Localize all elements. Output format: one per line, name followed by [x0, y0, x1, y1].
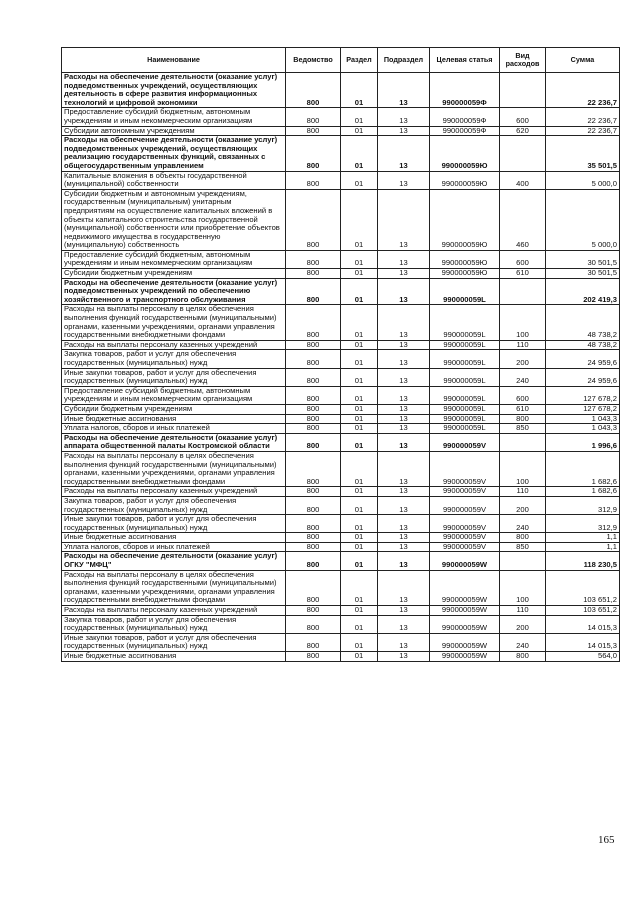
table-row — [62, 496, 620, 514]
cell-kind — [500, 73, 546, 108]
cell-dept: 800 — [286, 496, 341, 514]
table-row — [62, 615, 620, 633]
cell-dept: 800 — [286, 368, 341, 386]
cell-name: Предоставление субсидий бюджетным, автономным учреждениям и иным некоммерческим организациям — [62, 250, 286, 268]
cell-section: 01 — [341, 633, 378, 651]
cell-section: 01 — [341, 305, 378, 340]
cell-sum: 5 000,0 — [546, 189, 620, 250]
cell-target: 990000059L — [430, 424, 500, 434]
cell-dept: 800 — [286, 73, 341, 108]
cell-name: Расходы на обеспечение деятельности (оказание услуг) подведомственных учреждений по обеспечению хозяйственного и транспортного обслуживания — [62, 278, 286, 305]
cell-kind: 800 — [500, 652, 546, 662]
header-subsection: Подраздел — [378, 48, 430, 73]
cell-subsection: 13 — [378, 126, 430, 136]
cell-dept: 800 — [286, 533, 341, 543]
cell-dept: 800 — [286, 189, 341, 250]
cell-subsection: 13 — [378, 269, 430, 279]
cell-dept: 800 — [286, 278, 341, 305]
cell-sum: 127 678,2 — [546, 386, 620, 404]
cell-kind: 610 — [500, 269, 546, 279]
cell-subsection: 13 — [378, 136, 430, 171]
table-row — [62, 542, 620, 552]
cell-sum: 1 682,6 — [546, 487, 620, 497]
cell-name: Иные закупки товаров, работ и услуг для обеспечения государственных (муниципальных) нужд — [62, 368, 286, 386]
cell-dept: 800 — [286, 433, 341, 451]
cell-sum: 22 236,7 — [546, 73, 620, 108]
cell-subsection: 13 — [378, 108, 430, 126]
cell-kind: 240 — [500, 515, 546, 533]
cell-sum: 564,0 — [546, 652, 620, 662]
cell-sum: 1 043,3 — [546, 414, 620, 424]
cell-subsection: 13 — [378, 424, 430, 434]
cell-name: Расходы на выплаты персоналу в целях обеспечения выполнения функций государственными (муниципальными) органами, казенными учреждениями, органами управления государственными внебюджетными фондами — [62, 305, 286, 340]
cell-sum: 24 959,6 — [546, 368, 620, 386]
table-row — [62, 305, 620, 340]
cell-target: 990000059V — [430, 487, 500, 497]
cell-name: Капитальные вложения в объекты государственной (муниципальной) собственности — [62, 171, 286, 189]
cell-target: 990000059L — [430, 404, 500, 414]
cell-target: 990000059V — [430, 515, 500, 533]
cell-section: 01 — [341, 433, 378, 451]
table-row — [62, 515, 620, 533]
cell-dept: 800 — [286, 552, 341, 570]
cell-name: Уплата налогов, сборов и иных платежей — [62, 424, 286, 434]
table-row — [62, 487, 620, 497]
table-row — [62, 404, 620, 414]
cell-section: 01 — [341, 340, 378, 350]
table-row — [62, 73, 620, 108]
cell-kind: 800 — [500, 414, 546, 424]
table-row — [62, 171, 620, 189]
cell-dept: 800 — [286, 615, 341, 633]
cell-section: 01 — [341, 404, 378, 414]
document-page — [61, 47, 619, 662]
cell-dept: 800 — [286, 515, 341, 533]
cell-target: 990000059V — [430, 496, 500, 514]
cell-name: Субсидии бюджетным и автономным учреждениям, государственным (муниципальным) унитарным предприятиям на осуществление капитальных вложений в объекты капитального строительства государственной (муниципальной) собственности или приобретение объектов недвижимого имущества в государственную (муниципальную) собственность — [62, 189, 286, 250]
cell-section: 01 — [341, 73, 378, 108]
cell-kind: 100 — [500, 305, 546, 340]
header-kind: Вид расходов — [500, 48, 546, 73]
cell-sum: 30 501,5 — [546, 269, 620, 279]
cell-kind — [500, 552, 546, 570]
cell-dept: 800 — [286, 250, 341, 268]
cell-subsection: 13 — [378, 278, 430, 305]
cell-subsection: 13 — [378, 570, 430, 605]
header-section: Раздел — [341, 48, 378, 73]
cell-subsection: 13 — [378, 515, 430, 533]
cell-target: 990000059L — [430, 340, 500, 350]
cell-name: Расходы на выплаты персоналу казенных учреждений — [62, 487, 286, 497]
cell-subsection: 13 — [378, 542, 430, 552]
cell-target: 990000059Ю — [430, 171, 500, 189]
cell-subsection: 13 — [378, 487, 430, 497]
cell-name: Закупка товаров, работ и услуг для обеспечения государственных (муниципальных) нужд — [62, 350, 286, 368]
table-body — [62, 73, 620, 662]
cell-sum: 1 682,6 — [546, 451, 620, 486]
table-row — [62, 136, 620, 171]
cell-subsection: 13 — [378, 404, 430, 414]
cell-target: 990000059W — [430, 633, 500, 651]
cell-subsection: 13 — [378, 350, 430, 368]
table-row — [62, 433, 620, 451]
cell-name: Иные бюджетные ассигнования — [62, 652, 286, 662]
table-row — [62, 126, 620, 136]
cell-kind: 800 — [500, 533, 546, 543]
cell-section: 01 — [341, 368, 378, 386]
cell-subsection: 13 — [378, 305, 430, 340]
cell-name: Иные бюджетные ассигнования — [62, 533, 286, 543]
cell-name: Уплата налогов, сборов и иных платежей — [62, 542, 286, 552]
cell-subsection: 13 — [378, 533, 430, 543]
table-row — [62, 189, 620, 250]
table-row — [62, 451, 620, 486]
cell-section: 01 — [341, 615, 378, 633]
cell-sum: 202 419,3 — [546, 278, 620, 305]
cell-dept: 800 — [286, 305, 341, 340]
cell-kind: 110 — [500, 340, 546, 350]
table-row — [62, 652, 620, 662]
cell-subsection: 13 — [378, 368, 430, 386]
cell-sum: 1,1 — [546, 533, 620, 543]
cell-section: 01 — [341, 189, 378, 250]
cell-section: 01 — [341, 269, 378, 279]
table-row — [62, 424, 620, 434]
cell-name: Иные закупки товаров, работ и услуг для обеспечения государственных (муниципальных) нужд — [62, 515, 286, 533]
cell-sum: 48 738,2 — [546, 305, 620, 340]
cell-sum: 22 236,7 — [546, 108, 620, 126]
cell-name: Закупка товаров, работ и услуг для обеспечения государственных (муниципальных) нужд — [62, 615, 286, 633]
cell-name: Субсидии бюджетным учреждениям — [62, 269, 286, 279]
cell-kind: 460 — [500, 189, 546, 250]
cell-sum: 118 230,5 — [546, 552, 620, 570]
cell-section: 01 — [341, 414, 378, 424]
table-row — [62, 340, 620, 350]
cell-name: Расходы на обеспечение деятельности (оказание услуг) подведомственных учреждений, осуществляющих деятельность в сфере развития информационных технологий и цифровой экономики — [62, 73, 286, 108]
cell-target: 990000059Ф — [430, 126, 500, 136]
cell-name: Расходы на выплаты персоналу в целях обеспечения выполнения функций государственными (муниципальными) органами, казенными учреждениями, органами управления государственными внебюджетными фондами — [62, 570, 286, 605]
cell-kind: 110 — [500, 606, 546, 616]
table-header-row — [62, 48, 620, 73]
cell-dept: 800 — [286, 108, 341, 126]
cell-section: 01 — [341, 570, 378, 605]
cell-dept: 800 — [286, 633, 341, 651]
cell-sum: 103 651,2 — [546, 606, 620, 616]
cell-subsection: 13 — [378, 250, 430, 268]
cell-subsection: 13 — [378, 552, 430, 570]
cell-target: 990000059Ю — [430, 269, 500, 279]
header-dept: Ведомство — [286, 48, 341, 73]
cell-target: 990000059L — [430, 350, 500, 368]
cell-sum: 48 738,2 — [546, 340, 620, 350]
cell-kind: 200 — [500, 350, 546, 368]
cell-kind: 110 — [500, 487, 546, 497]
cell-kind: 610 — [500, 404, 546, 414]
table-row — [62, 350, 620, 368]
table-row — [62, 570, 620, 605]
table-row — [62, 108, 620, 126]
header-sum: Сумма — [546, 48, 620, 73]
cell-sum: 22 236,7 — [546, 126, 620, 136]
table-row — [62, 269, 620, 279]
cell-sum: 127 678,2 — [546, 404, 620, 414]
cell-target: 990000059W — [430, 652, 500, 662]
cell-section: 01 — [341, 250, 378, 268]
cell-target: 990000059V — [430, 433, 500, 451]
cell-sum: 1,1 — [546, 542, 620, 552]
table-row — [62, 633, 620, 651]
cell-section: 01 — [341, 171, 378, 189]
cell-kind: 200 — [500, 615, 546, 633]
cell-dept: 800 — [286, 424, 341, 434]
cell-target: 990000059V — [430, 533, 500, 543]
cell-dept: 800 — [286, 269, 341, 279]
cell-section: 01 — [341, 386, 378, 404]
cell-kind: 620 — [500, 126, 546, 136]
cell-subsection: 13 — [378, 189, 430, 250]
header-name: Наименование — [62, 48, 286, 73]
table-row — [62, 368, 620, 386]
cell-subsection: 13 — [378, 73, 430, 108]
cell-dept: 800 — [286, 171, 341, 189]
cell-name: Расходы на обеспечение деятельности (оказание услуг) ОГКУ "МФЦ" — [62, 552, 286, 570]
cell-kind: 240 — [500, 633, 546, 651]
budget-table — [61, 47, 620, 662]
cell-section: 01 — [341, 350, 378, 368]
cell-section: 01 — [341, 606, 378, 616]
cell-name: Иные бюджетные ассигнования — [62, 414, 286, 424]
cell-sum: 30 501,5 — [546, 250, 620, 268]
cell-dept: 800 — [286, 451, 341, 486]
cell-name: Расходы на выплаты персоналу в целях обеспечения выполнения функций государственными (муниципальными) органами, казенными учреждениями, органами управления государственными внебюджетными фондами — [62, 451, 286, 486]
cell-subsection: 13 — [378, 433, 430, 451]
cell-name: Расходы на обеспечение деятельности (оказание услуг) подведомственных учреждений, осуществляющих реализацию государственных функций, связанных с общегосударственным управлением — [62, 136, 286, 171]
cell-sum: 14 015,3 — [546, 615, 620, 633]
cell-sum: 103 651,2 — [546, 570, 620, 605]
cell-target: 990000059L — [430, 305, 500, 340]
cell-kind: 100 — [500, 570, 546, 605]
header-target: Целевая статья — [430, 48, 500, 73]
cell-sum: 14 015,3 — [546, 633, 620, 651]
cell-subsection: 13 — [378, 606, 430, 616]
cell-subsection: 13 — [378, 340, 430, 350]
table-row — [62, 278, 620, 305]
cell-name: Расходы на выплаты персоналу казенных учреждений — [62, 340, 286, 350]
table-row — [62, 533, 620, 543]
cell-name: Предоставление субсидий бюджетным, автономным учреждениям и иным некоммерческим организациям — [62, 386, 286, 404]
cell-target: 990000059W — [430, 570, 500, 605]
cell-target: 990000059Ф — [430, 73, 500, 108]
cell-section: 01 — [341, 542, 378, 552]
cell-kind: 240 — [500, 368, 546, 386]
cell-section: 01 — [341, 451, 378, 486]
cell-section: 01 — [341, 652, 378, 662]
cell-kind — [500, 278, 546, 305]
cell-subsection: 13 — [378, 652, 430, 662]
cell-kind — [500, 136, 546, 171]
cell-target: 990000059Ф — [430, 108, 500, 126]
cell-kind: 200 — [500, 496, 546, 514]
cell-section: 01 — [341, 108, 378, 126]
cell-name: Предоставление субсидий бюджетным, автономным учреждениям и иным некоммерческим организациям — [62, 108, 286, 126]
cell-sum: 1 043,3 — [546, 424, 620, 434]
cell-kind — [500, 433, 546, 451]
cell-dept: 800 — [286, 350, 341, 368]
cell-sum: 312,9 — [546, 496, 620, 514]
cell-kind: 600 — [500, 250, 546, 268]
cell-target: 990000059W — [430, 615, 500, 633]
cell-subsection: 13 — [378, 496, 430, 514]
cell-target: 990000059Ю — [430, 189, 500, 250]
cell-kind: 600 — [500, 108, 546, 126]
cell-dept: 800 — [286, 487, 341, 497]
cell-kind: 400 — [500, 171, 546, 189]
cell-dept: 800 — [286, 652, 341, 662]
cell-name: Расходы на обеспечение деятельности (оказание услуг) аппарата общественной палаты Костромской области — [62, 433, 286, 451]
cell-section: 01 — [341, 515, 378, 533]
cell-sum: 24 959,6 — [546, 350, 620, 368]
cell-target: 990000059W — [430, 552, 500, 570]
cell-target: 990000059L — [430, 278, 500, 305]
cell-target: 990000059Ю — [430, 136, 500, 171]
cell-name: Субсидии автономным учреждениям — [62, 126, 286, 136]
cell-kind: 850 — [500, 542, 546, 552]
cell-dept: 800 — [286, 606, 341, 616]
cell-sum: 312,9 — [546, 515, 620, 533]
table-row — [62, 606, 620, 616]
cell-dept: 800 — [286, 136, 341, 171]
cell-sum: 1 996,6 — [546, 433, 620, 451]
cell-dept: 800 — [286, 542, 341, 552]
cell-section: 01 — [341, 533, 378, 543]
cell-dept: 800 — [286, 340, 341, 350]
cell-section: 01 — [341, 424, 378, 434]
cell-section: 01 — [341, 552, 378, 570]
page-number: 165 — [598, 834, 615, 846]
cell-name: Иные закупки товаров, работ и услуг для обеспечения государственных (муниципальных) нужд — [62, 633, 286, 651]
cell-target: 990000059Ю — [430, 250, 500, 268]
cell-sum: 35 501,5 — [546, 136, 620, 171]
table-row — [62, 386, 620, 404]
table-row — [62, 552, 620, 570]
cell-section: 01 — [341, 136, 378, 171]
cell-section: 01 — [341, 496, 378, 514]
cell-name: Субсидии бюджетным учреждениям — [62, 404, 286, 414]
table-row — [62, 250, 620, 268]
cell-name: Расходы на выплаты персоналу казенных учреждений — [62, 606, 286, 616]
cell-target: 990000059L — [430, 386, 500, 404]
cell-subsection: 13 — [378, 386, 430, 404]
cell-section: 01 — [341, 278, 378, 305]
cell-name: Закупка товаров, работ и услуг для обеспечения государственных (муниципальных) нужд — [62, 496, 286, 514]
cell-subsection: 13 — [378, 414, 430, 424]
cell-subsection: 13 — [378, 451, 430, 486]
cell-target: 990000059L — [430, 414, 500, 424]
cell-kind: 100 — [500, 451, 546, 486]
cell-sum: 5 000,0 — [546, 171, 620, 189]
cell-dept: 800 — [286, 404, 341, 414]
cell-section: 01 — [341, 487, 378, 497]
cell-dept: 800 — [286, 386, 341, 404]
cell-subsection: 13 — [378, 615, 430, 633]
cell-section: 01 — [341, 126, 378, 136]
cell-kind: 600 — [500, 386, 546, 404]
cell-dept: 800 — [286, 414, 341, 424]
cell-subsection: 13 — [378, 633, 430, 651]
cell-target: 990000059V — [430, 542, 500, 552]
cell-dept: 800 — [286, 570, 341, 605]
table-row — [62, 414, 620, 424]
cell-dept: 800 — [286, 126, 341, 136]
cell-kind: 850 — [500, 424, 546, 434]
cell-target: 990000059L — [430, 368, 500, 386]
cell-target: 990000059V — [430, 451, 500, 486]
cell-subsection: 13 — [378, 171, 430, 189]
cell-target: 990000059W — [430, 606, 500, 616]
